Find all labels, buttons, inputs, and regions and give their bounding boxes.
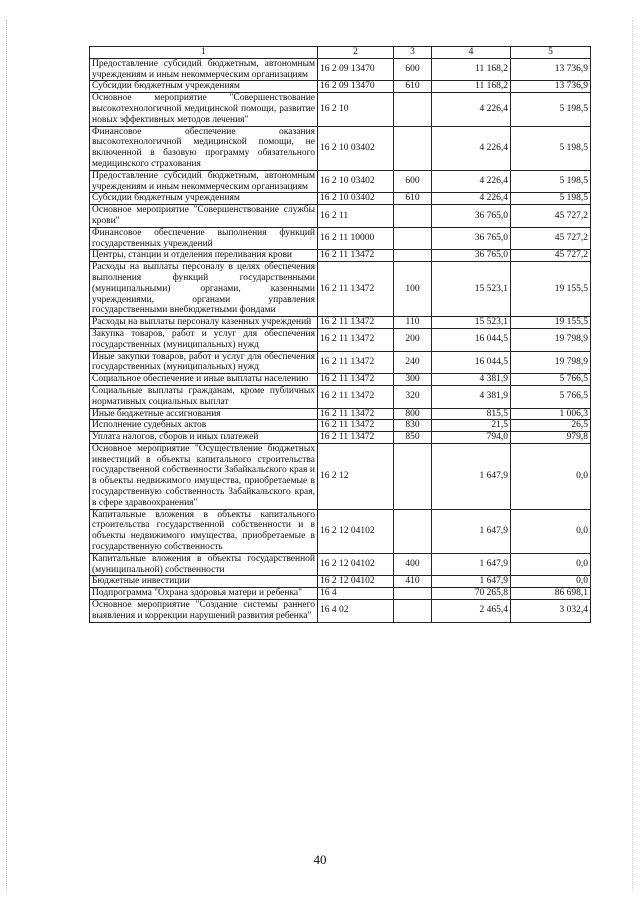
target-code-cell: 16 2 12 04102 xyxy=(318,576,394,588)
item-name-cell: Исполнение судебных актов xyxy=(90,420,318,432)
amount-year2-cell: 0,0 xyxy=(511,576,591,588)
amount-year2-cell: 3 032,4 xyxy=(511,600,591,623)
scan-edge-left xyxy=(6,20,8,890)
item-name-cell: Закупка товаров, работ и услуг для обеспечения государственных (муниципальных) нужд xyxy=(90,328,318,351)
amount-year2-cell: 19 798,9 xyxy=(511,328,591,351)
header-row xyxy=(90,47,591,59)
target-code-cell: 16 2 11 13472 xyxy=(318,250,394,262)
amount-year1-cell: 2 465,4 xyxy=(432,600,511,623)
expense-type-cell: 600 xyxy=(394,58,432,81)
expense-type-cell: 100 xyxy=(394,262,432,317)
expense-type-cell: 800 xyxy=(394,408,432,420)
amount-year2-cell: 45 727,2 xyxy=(511,227,591,250)
expense-type-cell: 320 xyxy=(394,385,432,408)
budget-table xyxy=(89,46,591,623)
target-code-cell: 16 2 12 xyxy=(318,443,394,509)
amount-year2-cell: 86 698,1 xyxy=(511,588,591,600)
item-name-cell: Бюджетные инвестиции xyxy=(90,576,318,588)
table-row xyxy=(90,317,591,329)
item-name-cell: Финансовое обеспечение оказания высокотехнологичной медицинской помощи, не включенной в базовую программу обязательного медицинского страхования xyxy=(90,126,318,170)
amount-year1-cell: 11 168,2 xyxy=(432,58,511,81)
amount-year1-cell: 4 226,4 xyxy=(432,170,511,193)
item-name-cell: Капитальные вложения в объекты государственной (муниципальной) собственности xyxy=(90,553,318,576)
header-cell: 2 xyxy=(318,47,394,59)
amount-year1-cell: 1 647,9 xyxy=(432,443,511,509)
expense-type-cell: 610 xyxy=(394,81,432,93)
amount-year2-cell: 5 198,5 xyxy=(511,126,591,170)
amount-year2-cell: 19 155,5 xyxy=(511,262,591,317)
header-cell: 4 xyxy=(432,47,511,59)
target-code-cell: 16 2 09 13470 xyxy=(318,58,394,81)
amount-year1-cell: 11 168,2 xyxy=(432,81,511,93)
amount-year1-cell: 794,0 xyxy=(432,432,511,444)
target-code-cell: 16 2 10 xyxy=(318,93,394,126)
amount-year1-cell: 4 381,9 xyxy=(432,374,511,386)
amount-year1-cell: 36 765,0 xyxy=(432,250,511,262)
item-name-cell: Основное мероприятие "Совершенствование службы крови" xyxy=(90,205,318,228)
item-name-cell: Субсидии бюджетным учреждениям xyxy=(90,81,318,93)
item-name-cell: Расходы на выплаты персоналу казенных учреждений xyxy=(90,317,318,329)
table-row xyxy=(90,420,591,432)
expense-type-cell: 830 xyxy=(394,420,432,432)
amount-year2-cell: 5 198,5 xyxy=(511,93,591,126)
table-row xyxy=(90,193,591,205)
expense-type-cell xyxy=(394,205,432,228)
amount-year1-cell: 4 381,9 xyxy=(432,385,511,408)
header-cell: 5 xyxy=(511,47,591,59)
target-code-cell: 16 2 10 03402 xyxy=(318,126,394,170)
table-row xyxy=(90,93,591,126)
table-row xyxy=(90,588,591,600)
item-name-cell: Расходы на выплаты персоналу в целях обеспечения выполнения функций государственными (муниципальными) органами, казенными учреждениями, органами управления государственными внебюджетными фондами xyxy=(90,262,318,317)
target-code-cell: 16 2 12 04102 xyxy=(318,509,394,553)
target-code-cell: 16 2 11 13472 xyxy=(318,432,394,444)
expense-type-cell xyxy=(394,93,432,126)
amount-year1-cell: 1 647,9 xyxy=(432,509,511,553)
expense-type-cell: 850 xyxy=(394,432,432,444)
item-name-cell: Предоставление субсидий бюджетным, автономным учреждениям и иным некоммерческим организациям xyxy=(90,170,318,193)
amount-year2-cell: 5 198,5 xyxy=(511,193,591,205)
table-row xyxy=(90,443,591,509)
table-row xyxy=(90,328,591,351)
target-code-cell: 16 2 11 13472 xyxy=(318,328,394,351)
amount-year2-cell: 13 736,9 xyxy=(511,58,591,81)
amount-year1-cell: 4 226,4 xyxy=(432,193,511,205)
amount-year2-cell: 0,0 xyxy=(511,509,591,553)
amount-year1-cell: 15 523,1 xyxy=(432,317,511,329)
table-row xyxy=(90,408,591,420)
item-name-cell: Уплата налогов, сборов и иных платежей xyxy=(90,432,318,444)
item-name-cell: Капитальные вложения в объекты капитального строительства государственной собственности и в объекты недвижимого имущества, приобретаемые в государственную собственность xyxy=(90,509,318,553)
page-number: 40 xyxy=(313,852,327,867)
expense-type-cell xyxy=(394,227,432,250)
amount-year1-cell: 21,5 xyxy=(432,420,511,432)
table-row xyxy=(90,432,591,444)
amount-year1-cell: 16 044,5 xyxy=(432,351,511,374)
item-name-cell: Социальное обеспечение и иные выплаты населению xyxy=(90,374,318,386)
table-row xyxy=(90,126,591,170)
target-code-cell: 16 2 11 13472 xyxy=(318,262,394,317)
amount-year2-cell: 19 798,9 xyxy=(511,351,591,374)
amount-year2-cell: 45 727,2 xyxy=(511,205,591,228)
expense-type-cell xyxy=(394,250,432,262)
expense-type-cell: 610 xyxy=(394,193,432,205)
item-name-cell: Основное мероприятие "Осуществление бюджетных инвестиций в объекты капитального строительства государственной собственности Забайкальского края и в объекты недвижимого имущества, приобретаемые в государственную собственность Забайкальского края, в сфере здравоохранения" xyxy=(90,443,318,509)
amount-year1-cell: 36 765,0 xyxy=(432,227,511,250)
amount-year1-cell: 15 523,1 xyxy=(432,262,511,317)
item-name-cell: Основное мероприятие "Создание системы раннего выявления и коррекции нарушений развития ребенка" xyxy=(90,600,318,623)
target-code-cell: 16 2 10 03402 xyxy=(318,170,394,193)
item-name-cell: Подпрограмма "Охрана здоровья матери и ребенка" xyxy=(90,588,318,600)
table-row xyxy=(90,576,591,588)
amount-year1-cell: 1 647,9 xyxy=(432,576,511,588)
item-name-cell: Иные бюджетные ассигнования xyxy=(90,408,318,420)
item-name-cell: Субсидии бюджетным учреждениям xyxy=(90,193,318,205)
amount-year2-cell: 979,8 xyxy=(511,432,591,444)
table-row xyxy=(90,600,591,623)
amount-year1-cell: 1 647,9 xyxy=(432,553,511,576)
header-cell: 3 xyxy=(394,47,432,59)
amount-year2-cell: 0,0 xyxy=(511,553,591,576)
table-row xyxy=(90,58,591,81)
target-code-cell: 16 2 11 13472 xyxy=(318,317,394,329)
table-row xyxy=(90,351,591,374)
expense-type-cell: 110 xyxy=(394,317,432,329)
table-row xyxy=(90,81,591,93)
target-code-cell: 16 4 02 xyxy=(318,600,394,623)
table-row xyxy=(90,262,591,317)
expense-type-cell xyxy=(394,509,432,553)
amount-year1-cell: 36 765,0 xyxy=(432,205,511,228)
target-code-cell: 16 2 11 10000 xyxy=(318,227,394,250)
table-row xyxy=(90,170,591,193)
amount-year2-cell: 26,5 xyxy=(511,420,591,432)
table-row xyxy=(90,250,591,262)
expense-type-cell xyxy=(394,126,432,170)
item-name-cell: Социальные выплаты гражданам, кроме публичных нормативных социальных выплат xyxy=(90,385,318,408)
amount-year1-cell: 4 226,4 xyxy=(432,126,511,170)
target-code-cell: 16 2 12 04102 xyxy=(318,553,394,576)
scan-edge-right xyxy=(632,20,634,890)
target-code-cell: 16 2 11 13472 xyxy=(318,351,394,374)
target-code-cell: 16 2 09 13470 xyxy=(318,81,394,93)
amount-year2-cell: 5 766,5 xyxy=(511,385,591,408)
item-name-cell: Финансовое обеспечение выполнения функций государственных учреждений xyxy=(90,227,318,250)
expense-type-cell: 300 xyxy=(394,374,432,386)
target-code-cell: 16 2 11 13472 xyxy=(318,420,394,432)
table-row xyxy=(90,205,591,228)
amount-year2-cell: 45 727,2 xyxy=(511,250,591,262)
amount-year2-cell: 5 766,5 xyxy=(511,374,591,386)
amount-year2-cell: 5 198,5 xyxy=(511,170,591,193)
table-row xyxy=(90,227,591,250)
target-code-cell: 16 2 11 xyxy=(318,205,394,228)
table-row xyxy=(90,374,591,386)
expense-type-cell xyxy=(394,443,432,509)
item-name-cell: Предоставление субсидий бюджетным, автономным учреждениям и иным некоммерческим организациям xyxy=(90,58,318,81)
item-name-cell: Центры, станции и отделения переливания крови xyxy=(90,250,318,262)
target-code-cell: 16 2 11 13472 xyxy=(318,408,394,420)
expense-type-cell: 600 xyxy=(394,170,432,193)
expense-type-cell: 410 xyxy=(394,576,432,588)
expense-type-cell xyxy=(394,600,432,623)
table-row xyxy=(90,509,591,553)
amount-year2-cell: 1 006,3 xyxy=(511,408,591,420)
target-code-cell: 16 4 xyxy=(318,588,394,600)
target-code-cell: 16 2 10 03402 xyxy=(318,193,394,205)
amount-year1-cell: 815,5 xyxy=(432,408,511,420)
amount-year2-cell: 19 155,5 xyxy=(511,317,591,329)
table-row xyxy=(90,553,591,576)
expense-type-cell: 400 xyxy=(394,553,432,576)
expense-type-cell: 240 xyxy=(394,351,432,374)
item-name-cell: Иные закупки товаров, работ и услуг для обеспечения государственных (муниципальных) нужд xyxy=(90,351,318,374)
item-name-cell: Основное мероприятие "Совершенствование высокотехнологичной медицинской помощи, развитие новых эффективных методов лечения" xyxy=(90,93,318,126)
target-code-cell: 16 2 11 13472 xyxy=(318,385,394,408)
amount-year1-cell: 16 044,5 xyxy=(432,328,511,351)
expense-type-cell: 200 xyxy=(394,328,432,351)
table-row xyxy=(90,385,591,408)
target-code-cell: 16 2 11 13472 xyxy=(318,374,394,386)
amount-year1-cell: 70 265,8 xyxy=(432,588,511,600)
amount-year2-cell: 13 736,9 xyxy=(511,81,591,93)
amount-year1-cell: 4 226,4 xyxy=(432,93,511,126)
expense-type-cell xyxy=(394,588,432,600)
header-cell: 1 xyxy=(90,47,318,59)
amount-year2-cell: 0,0 xyxy=(511,443,591,509)
